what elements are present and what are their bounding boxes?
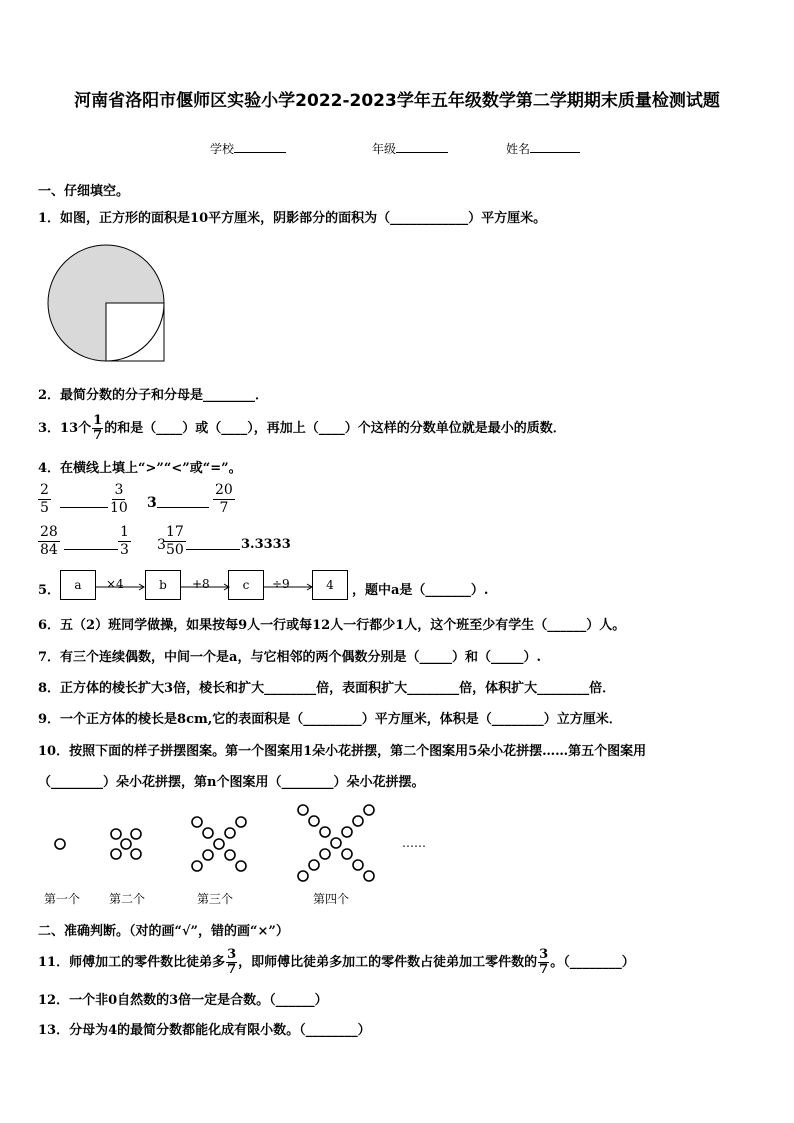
question-9: 9．一个正方体的棱长是8cm,它的表面积是（_________）平方厘米，体积是（________）立方厘米．	[38, 712, 622, 727]
fraction: 17 50	[166, 524, 184, 558]
box-result: 4	[312, 570, 348, 600]
question-3	[38, 414, 566, 443]
flower-icon	[192, 817, 202, 827]
q3-text-b: 的和是（____）或（____），再加上（____）个这样的分数单位就是最小的质数．	[104, 421, 566, 436]
fraction: 2 5	[40, 482, 49, 516]
flower-icon	[55, 839, 65, 849]
flower-icon	[364, 805, 374, 815]
grade-field	[372, 140, 448, 157]
question-13: 13．分母为4的最简分数都能化成有限小数。（________）	[38, 1023, 371, 1038]
fraction: 3 10	[110, 482, 128, 516]
flower-icon	[131, 849, 141, 859]
flower-icon	[342, 827, 352, 837]
flower-icon	[298, 805, 308, 815]
q11-text-a: 11．师傅加工的零件数比徒弟多	[38, 955, 226, 970]
answer-blank	[64, 549, 118, 550]
name-field	[506, 140, 580, 157]
operation-label: ×4	[106, 577, 124, 591]
flower-icon	[320, 849, 330, 859]
question-10-line-2: （________）朵小花拼摆，第n个图案用（________）朵小花拼摆。	[38, 775, 425, 790]
caption-4: 第四个	[313, 892, 350, 906]
school-field	[210, 140, 286, 157]
page-title: 河南省洛阳市偃师区实验小学2022-2023学年五年级数学第二学期期末质量检测试题	[74, 91, 720, 111]
question-6: 6．五（2）班同学做操，如果按每9人一行或每12人一行都少1人，这个班至少有学生（______）人。	[38, 618, 626, 633]
caption-3: 第三个	[197, 892, 234, 906]
answer-blank	[186, 549, 240, 550]
flower-icon	[364, 871, 374, 881]
answer-blank	[60, 507, 108, 508]
flower-icon	[309, 860, 319, 870]
flower-icon	[320, 827, 330, 837]
fraction: $\frac{3}{7}$	[227, 947, 237, 977]
fraction: 28 84	[40, 524, 58, 558]
flower-icon	[111, 849, 121, 859]
flower-icon	[131, 829, 141, 839]
box-c: c	[228, 570, 264, 600]
ellipsis: ……	[402, 836, 426, 850]
box-b: b	[145, 570, 181, 600]
q5-tail: ，题中a是（_______）.	[352, 583, 489, 598]
fraction: $\frac{1}{7}$	[93, 413, 103, 443]
flower-icon	[203, 850, 213, 860]
name-label: 姓名	[506, 142, 531, 156]
fraction: 20 7	[215, 482, 233, 516]
section-2-heading: 二、准确判断。（对的画“√”，错的画“×”）	[38, 924, 289, 939]
box-a: a	[60, 570, 96, 600]
flower-icon	[342, 849, 352, 859]
flower-pattern-figure	[40, 800, 460, 890]
q3-text-a: 3．13个	[38, 421, 92, 436]
question-12: 12．一个非0自然数的3倍一定是合数。（______）	[38, 993, 328, 1008]
question-7: 7．有三个连续偶数，中间一个是a，与它相邻的两个偶数分别是（_____）和（_____）.	[38, 650, 541, 665]
fraction: 1 3	[120, 524, 129, 558]
circle-square-figure	[44, 243, 170, 365]
q5-number: 5．	[38, 583, 61, 598]
operation-label: ÷9	[272, 577, 290, 591]
grade-label: 年级	[372, 142, 397, 156]
caption-2: 第二个	[109, 892, 146, 906]
flower-icon	[236, 817, 246, 827]
section-1-heading: 一、仔细填空。	[38, 184, 130, 199]
question-10-line-1: 10．按照下面的样子拼摆图案。第一个图案用1朵小花拼摆，第二个图案用5朵小花拼摆……第五个图案用	[38, 744, 647, 759]
question-8: 8．正方体的棱长扩大3倍，棱长和扩大________倍，表面积扩大________倍，体积扩大________倍．	[38, 681, 616, 696]
operation-label: +8	[192, 577, 210, 591]
decimal-number: 3.3333	[241, 537, 291, 552]
flower-icon	[298, 871, 308, 881]
flower-icon	[225, 850, 235, 860]
flower-icon	[214, 839, 224, 849]
whole-number: 3	[157, 537, 166, 553]
question-1: 1．如图，正方形的面积是10平方厘米，阴影部分的面积为（____________）平方厘米。	[38, 211, 547, 226]
flower-icon	[309, 816, 319, 826]
fraction: $\frac{3}{7}$	[539, 947, 549, 977]
flower-icon	[192, 861, 202, 871]
flower-icon	[353, 860, 363, 870]
answer-blank	[157, 507, 209, 508]
question-11	[38, 948, 635, 977]
flower-icon	[236, 861, 246, 871]
question-4: 4．在横线上填上“>”“<”或“=”。	[38, 461, 242, 476]
school-label: 学校	[210, 142, 235, 156]
flower-icon	[225, 828, 235, 838]
flower-icon	[121, 839, 131, 849]
q11-text-c: 。（________）	[550, 955, 635, 970]
flower-icon	[353, 816, 363, 826]
flower-icon	[331, 838, 341, 848]
number: 3	[147, 495, 157, 511]
flower-icon	[203, 828, 213, 838]
question-2: 2．最简分数的分子和分母是________．	[38, 388, 269, 403]
q11-text-b: ，即师傅比徒弟多加工的零件数占徒弟加工零件数的	[238, 955, 538, 970]
flower-icon	[111, 829, 121, 839]
caption-1: 第一个	[44, 892, 81, 906]
